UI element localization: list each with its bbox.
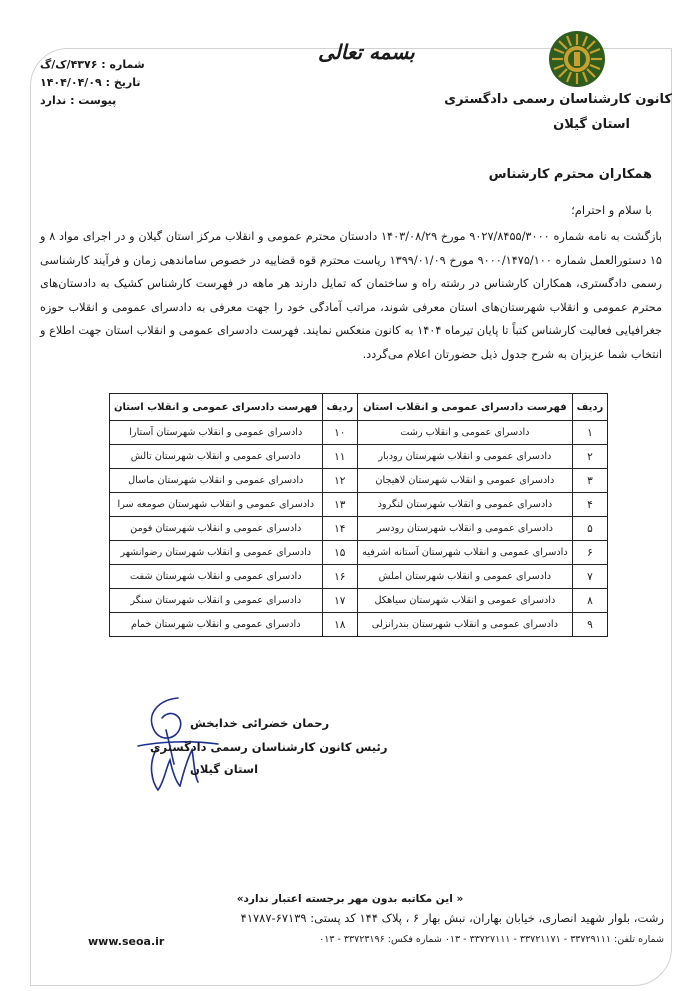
table-cell-row-number: ۲ [572,445,608,469]
table-row [110,421,608,445]
table-row [110,541,608,565]
footer-website: www.seoa.ir [88,935,165,948]
table-header-office-list: فهرست دادسرای عمومی و انقلاب استان [358,394,573,421]
table-cell-row-number: ۱۵ [322,541,358,565]
letter-attachment [40,94,180,107]
footer-phones: شماره تلفن: ۳۳۷۲۹۱۱۱ - ۳۳۷۲۱۱۷۱ - ۳۳۷۲۷۱۱۱ - ۰۱۳ شماره فکس: ۳۳۷۲۳۱۹۶ - ۰۱۳ [319,934,664,945]
table-header-office-list: فهرست دادسرای عمومی و انقلاب استان [110,394,323,421]
table-cell-office-name: دادسرای عمومی و انقلاب شهرستان سیاهکل [358,589,573,613]
table-cell-office-name: دادسرای عمومی و انقلاب رشت [358,421,573,445]
letter-attachment-label: پیوست : [70,94,117,107]
table-cell-office-name: دادسرای عمومی و انقلاب شهرستان خمام [110,613,323,637]
table-cell-office-name: دادسرای عمومی و انقلاب شهرستان رودسر [358,517,573,541]
table-cell-office-name: دادسرای عمومی و انقلاب شهرستان لنگرود [358,493,573,517]
table-cell-office-name: دادسرای عمومی و انقلاب شهرستان ماسال [110,469,323,493]
table-cell-office-name: دادسرای عمومی و انقلاب شهرستان بندرانزلی [358,613,573,637]
organization-logo-icon [548,30,606,88]
letter-number [40,58,180,71]
table-row [110,565,608,589]
table-cell-row-number: ۹ [572,613,608,637]
footer-notice: « این مکاتبه بدون مهر برجسته اعتبار ندارد» [236,893,464,905]
table-header-row-number: ردیف [322,394,358,421]
table-row [110,445,608,469]
table-cell-row-number: ۱ [572,421,608,445]
table-cell-row-number: ۵ [572,517,608,541]
table-cell-office-name: دادسرای عمومی و انقلاب شهرستان لاهیجان [358,469,573,493]
letter-salutation: با سلام و احترام؛ [571,203,652,217]
table-cell-office-name: دادسرای عمومی و انقلاب شهرستان تالش [110,445,323,469]
signatory-title: رئیس کانون کارشناسان رسمی دادگستری [150,740,388,754]
table-cell-row-number: ۱۱ [322,445,358,469]
table-cell-row-number: ۳ [572,469,608,493]
letter-greeting: همکاران محترم کارشناس [488,167,652,182]
table-cell-row-number: ۱۴ [322,517,358,541]
table-cell-office-name: دادسرای عمومی و انقلاب شهرستان سنگر [110,589,323,613]
table-row [110,493,608,517]
table-cell-row-number: ۱۸ [322,613,358,637]
organization-name: کانون کارشناسان رسمی دادگستری [444,92,672,107]
table-row [110,589,608,613]
letter-body: بازگشت به نامه شماره ۹۰۲۷/۸۴۵۵/۳۰۰۰ مورخ ۱۴۰۳/۰۸/۲۹ دادستان محترم عمومی و انقلاب مرکز استان گیلان و در اجرای مواد ۸ و ۱۵ دستورالعمل شماره ۹۰۰۰/۱۴۷۵/۱۰۰ مورخ ۱۳۹۹/۰۱/۰۹ ریاست محترم قوه قضاییه در خصوص ساماندهی زمان و فرآیند کارشناسی رسمی دادگستری، همکاران کارشناس در رشته راه و ساختمان که تمایل دارند هر ماهه در فهرست کارشناس کشیک به دادستان‌های محترم عمومی و انقلاب شهرستان‌های استان معرفی شوند، مراتب آمادگی خود را جهت معرفی به دادسرای عمومی و انقلاب حوزه جغرافیایی فعالیت کارشناس کتباً تا پایان تیرماه ۱۴۰۴ به کانون منعکس نمایند. فهرست دادسرای عمومی و انقلاب استان جهت اطلاع و انتخاب شما عزیزان به شرح جدول ذیل حضورتان اعلام می‌گردد. [40,230,662,361]
table-cell-row-number: ۱۲ [322,469,358,493]
table-cell-row-number: ۴ [572,493,608,517]
table-header-row [110,394,608,421]
letter-date-value: ۱۴۰۴/۰۴/۰۹ [40,76,102,89]
signatory-province: استان گیلان [190,762,259,776]
table-cell-row-number: ۱۰ [322,421,358,445]
table-cell-office-name: دادسرای عمومی و انقلاب شهرستان شفت [110,565,323,589]
bismillah-heading: بسمه تعالی [318,40,415,64]
table-row [110,517,608,541]
letter-attachment-value: ندارد [40,94,67,107]
signatory-name: رحمان خضرائی خدابخش [190,716,330,730]
letter-date [40,76,180,89]
table-cell-row-number: ۸ [572,589,608,613]
organization-province: استان گیلان [553,117,630,132]
letter-number-value: ۴۳۷۶/ک/گ [40,58,98,71]
table-cell-row-number: ۷ [572,565,608,589]
table-body [110,421,608,637]
table-row [110,469,608,493]
table-cell-office-name: دادسرای عمومی و انقلاب شهرستان املش [358,565,573,589]
footer-address: رشت، بلوار شهید انصاری، خیابان بهاران، نبش بهار ۶ ، پلاک ۱۴۴ کد پستی: ۶۷۱۳۹-۴۱۷۸۷ [240,911,664,925]
prosecutor-offices-table [109,393,608,637]
letter-date-label: تاریخ : [105,76,141,89]
table-cell-office-name: دادسرای عمومی و انقلاب شهرستان صومعه سرا [110,493,323,517]
table-cell-office-name: دادسرای عمومی و انقلاب شهرستان آستارا [110,421,323,445]
table-cell-office-name: دادسرای عمومی و انقلاب شهرستان رضوانشهر [110,541,323,565]
table-cell-office-name: دادسرای عمومی و انقلاب شهرستان رودبار [358,445,573,469]
table-cell-row-number: ۶ [572,541,608,565]
table-cell-row-number: ۱۷ [322,589,358,613]
table-cell-office-name: دادسرای عمومی و انقلاب شهرستان فومن [110,517,323,541]
table-cell-office-name: دادسرای عمومی و انقلاب شهرستان آستانه اشرفیه [358,541,573,565]
table-header-row-number: ردیف [572,394,608,421]
table-row [110,613,608,637]
letter-number-label: شماره : [101,58,145,71]
table-cell-row-number: ۱۳ [322,493,358,517]
table-cell-row-number: ۱۶ [322,565,358,589]
